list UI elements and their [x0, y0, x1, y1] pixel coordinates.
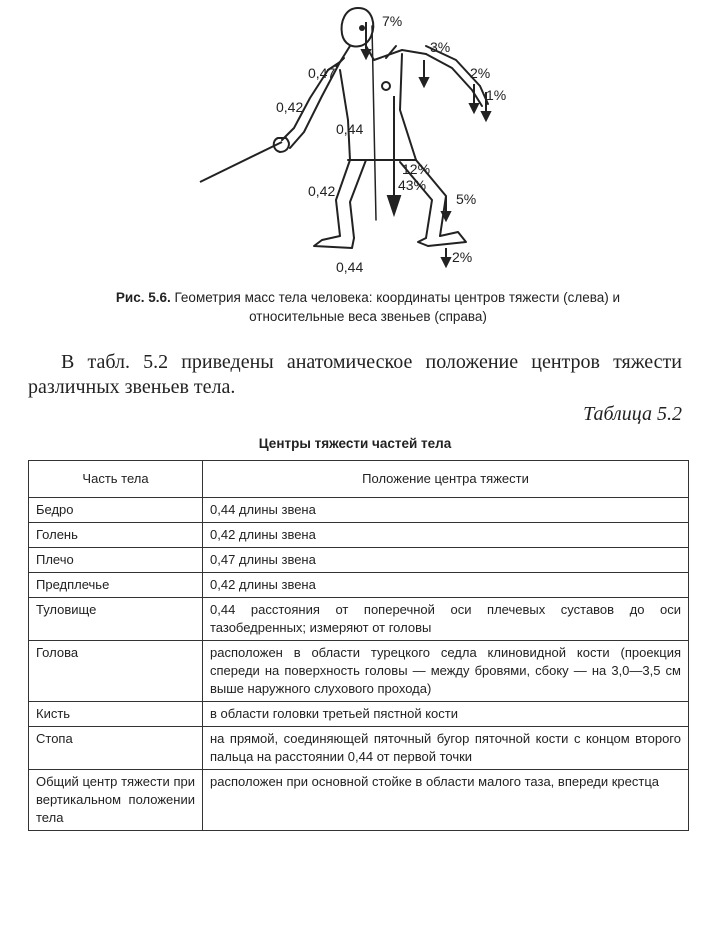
caption-text: Геометрия масс тела человека: координаты центров тяжести (слева) и относительные веса звеньев (справа) [174, 290, 621, 324]
body-paragraph: В табл. 5.2 приведены анатомическое положение центров тяжести различных звеньев тела. [28, 351, 682, 398]
table-row [29, 498, 689, 523]
table-row [29, 702, 689, 727]
table-number-label: Таблица 5.2 [583, 403, 682, 425]
cell-position: расположен при основной стойке в области малого таза, впереди крестца [203, 770, 689, 831]
cell-part: Кисть [29, 702, 203, 727]
cell-position: в области головки третьей пястной кости [203, 702, 689, 727]
fig-label-left: 0,44 [336, 259, 364, 275]
table-row [29, 770, 689, 831]
cell-position: 0,42 длины звена [203, 523, 689, 548]
table-row [29, 641, 689, 702]
cell-position: 0,44 расстояния от поперечной оси плечевых суставов до оси тазобедренных; измеряют от головы [203, 598, 689, 641]
cell-position: расположен в области турецкого седла клиновидной кости (проекция спереди на поверхность головы — между бровями, сбоку — на 3,0—3,5 см выше наружного слухового прохода) [203, 641, 689, 702]
fig-label-right: 7% [382, 13, 403, 29]
fig-label-right: 3% [430, 39, 451, 55]
fig-label-left: 0,42 [276, 99, 304, 115]
cell-part: Стопа [29, 727, 203, 770]
fig-label-left: 0,44 [336, 121, 364, 137]
cell-position: 0,42 длины звена [203, 573, 689, 598]
sword [200, 142, 282, 182]
fig-label-right: 43% [398, 177, 427, 193]
cell-position: 0,47 длины звена [203, 548, 689, 573]
table-row [29, 598, 689, 641]
cell-part: Бедро [29, 498, 203, 523]
cell-part: Голень [29, 523, 203, 548]
fig-label-right: 5% [456, 191, 477, 207]
table-row [29, 548, 689, 573]
table-row [29, 727, 689, 770]
cell-part: Голова [29, 641, 203, 702]
cell-position: на прямой, соединяющей пяточный бугор пяточной кости с концом второго пальца на расстоянии 0,44 от первой точки [203, 727, 689, 770]
fig-label-right: 1% [486, 87, 507, 103]
head-center-dot [359, 25, 365, 31]
table-title: Центры тяжести частей тела [258, 436, 452, 451]
cell-part: Плечо [29, 548, 203, 573]
table-header-row [29, 461, 689, 498]
cell-part: Предплечье [29, 573, 203, 598]
caption-title: Рис. 5.6. [115, 290, 171, 305]
header-part: Часть тела [29, 461, 203, 498]
body-center-marker [382, 82, 390, 90]
body-mass-figure [190, 0, 520, 285]
fig-label-right: 2% [470, 65, 491, 81]
figure-caption [108, 288, 628, 326]
centers-of-gravity-table [28, 460, 689, 831]
fig-label-left: 0,47 [308, 65, 336, 81]
fencer-illustration [190, 0, 520, 285]
table-row [29, 573, 689, 598]
cell-part: Туловище [29, 598, 203, 641]
cell-position: 0,44 длины звена [203, 498, 689, 523]
table-row [29, 523, 689, 548]
fig-label-left: 0,42 [308, 183, 336, 199]
head-outline [342, 8, 374, 47]
cell-part: Общий центр тяжести при вертикальном положении тела [29, 770, 203, 831]
fig-label-right: 12% [402, 161, 431, 177]
fig-label-right: 2% [452, 249, 473, 265]
header-position: Положение центра тяжести [203, 461, 689, 498]
